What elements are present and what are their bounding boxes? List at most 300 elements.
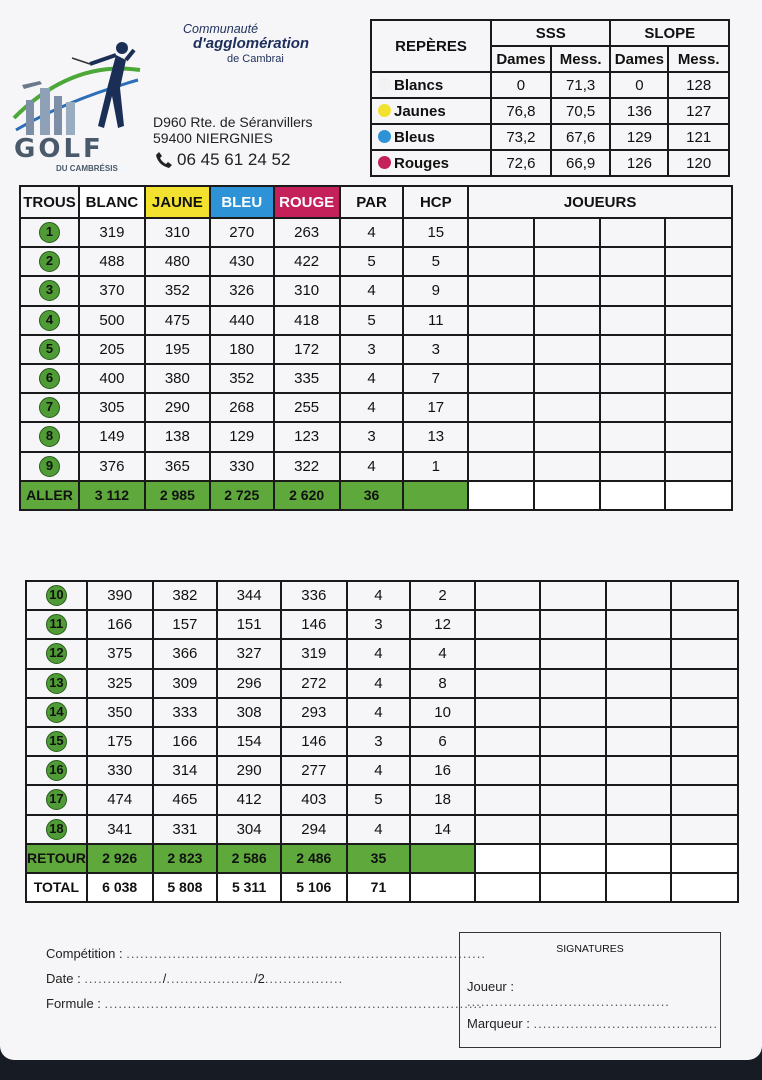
hole-jaune: 310: [145, 218, 210, 247]
hole-bleu: 326: [210, 276, 274, 305]
marqueur-label: Marqueur :: [467, 1016, 530, 1031]
player-score-cell[interactable]: [606, 727, 672, 756]
hole-par: 5: [340, 247, 404, 276]
repere-sss-mess: 66,9: [551, 150, 611, 176]
player-score-cell[interactable]: [671, 698, 738, 727]
hole-hcp: 12: [410, 610, 475, 639]
player-score-cell[interactable]: [671, 785, 738, 814]
hole-par: 4: [347, 581, 411, 610]
hole-blanc: 474: [87, 785, 153, 814]
hole-rouge: 272: [281, 669, 347, 698]
hole-cell: [26, 610, 87, 639]
player-total-cell[interactable]: [606, 844, 672, 873]
player-total-cell[interactable]: [606, 873, 672, 902]
hole-hcp: 3: [403, 335, 468, 364]
player-score-cell[interactable]: [534, 452, 600, 481]
hole-jaune: 309: [153, 669, 218, 698]
hole-blanc: 341: [87, 815, 153, 844]
hole-rouge: 293: [281, 698, 347, 727]
player-score-cell[interactable]: [665, 422, 732, 451]
golf-logo-text: GOLF: [14, 134, 104, 164]
slope-dames-header: Dames: [610, 46, 668, 72]
hole-blanc: 205: [79, 335, 145, 364]
hole-blanc: 500: [79, 306, 145, 335]
col-joueurs: JOUEURS: [468, 186, 732, 218]
player-score-cell[interactable]: [468, 335, 534, 364]
color-dot-icon: [378, 130, 391, 143]
hole-blanc: 319: [79, 218, 145, 247]
player-score-cell[interactable]: [671, 727, 738, 756]
hole-par: 4: [340, 276, 404, 305]
player-score-cell[interactable]: [534, 276, 600, 305]
hole-row: [26, 581, 738, 610]
hole-jaune: 333: [153, 698, 218, 727]
player-score-cell[interactable]: [606, 669, 672, 698]
hole-par: 4: [340, 364, 404, 393]
player-score-cell[interactable]: [671, 610, 738, 639]
hole-row: [20, 452, 732, 481]
hole-jaune: 352: [145, 276, 210, 305]
agglo-line-2: d'agglomération: [193, 35, 310, 52]
hole-rouge: 422: [274, 247, 340, 276]
repere-sss-dames: 76,8: [491, 98, 551, 124]
hole-par: 4: [347, 669, 411, 698]
player-score-cell[interactable]: [671, 669, 738, 698]
joueur-label: Joueur :: [467, 979, 514, 994]
hole-par: 3: [340, 422, 404, 451]
hole-cell: [20, 335, 79, 364]
phone-number-text: 06 45 61 24 52: [177, 150, 291, 169]
hole-cell: [20, 364, 79, 393]
hole-rouge: 277: [281, 756, 347, 785]
hole-blanc: 305: [79, 393, 145, 422]
slope-header: SLOPE: [610, 20, 729, 46]
date-label: Date :: [46, 971, 81, 986]
player-score-cell[interactable]: [540, 698, 606, 727]
player-score-cell[interactable]: [606, 639, 672, 668]
player-score-cell[interactable]: [665, 452, 732, 481]
player-score-cell[interactable]: [665, 335, 732, 364]
player-score-cell[interactable]: [665, 218, 732, 247]
repere-label: Blancs: [394, 76, 444, 94]
hole-bleu: 268: [210, 393, 274, 422]
hole-number-badge: 12: [46, 643, 67, 664]
hole-rouge: 263: [274, 218, 340, 247]
signatures-title: SIGNATURES: [556, 943, 624, 955]
retour-rouge: 2 486: [281, 844, 347, 873]
sss-dames-header: Dames: [491, 46, 551, 72]
repere-sss-dames: 72,6: [491, 150, 551, 176]
hole-bleu: 290: [217, 756, 281, 785]
hole-number-badge: 17: [46, 789, 67, 810]
reperes-row: [371, 150, 729, 176]
hole-blanc: 375: [87, 639, 153, 668]
player-score-cell[interactable]: [540, 669, 606, 698]
repere-slope-dames: 126: [610, 150, 668, 176]
player-score-cell[interactable]: [606, 610, 672, 639]
hole-par: 4: [340, 218, 404, 247]
total-blanc: 6 038: [87, 873, 153, 902]
player-score-cell[interactable]: [665, 364, 732, 393]
player-score-cell[interactable]: [600, 452, 666, 481]
hole-rouge: 319: [281, 639, 347, 668]
player-score-cell[interactable]: [534, 306, 600, 335]
player-score-cell[interactable]: [475, 815, 541, 844]
hole-bleu: 304: [217, 815, 281, 844]
hole-hcp: 2: [410, 581, 475, 610]
hole-bleu: 352: [210, 364, 274, 393]
aller-jaune: 2 985: [145, 481, 210, 510]
hole-hcp: 14: [410, 815, 475, 844]
retour-par: 35: [347, 844, 411, 873]
hole-bleu: 327: [217, 639, 281, 668]
hole-bleu: 308: [217, 698, 281, 727]
hole-row: [20, 335, 732, 364]
hole-bleu: 430: [210, 247, 274, 276]
player-score-cell[interactable]: [540, 581, 606, 610]
col-blanc: BLANC: [79, 186, 145, 218]
player-score-cell[interactable]: [475, 756, 541, 785]
hole-number-badge: 2: [39, 251, 60, 272]
hole-number-badge: 1: [39, 222, 60, 243]
hole-par: 3: [347, 610, 411, 639]
date-field[interactable]: Date : ................./.................../2.................: [46, 971, 344, 986]
player-score-cell[interactable]: [468, 306, 534, 335]
player-score-cell[interactable]: [534, 422, 600, 451]
hole-hcp: 17: [403, 393, 468, 422]
total-hcp-empty: [410, 873, 475, 902]
hole-bleu: 154: [217, 727, 281, 756]
back-nine-table: [25, 580, 739, 903]
phone-icon: [155, 151, 173, 169]
player-total-cell[interactable]: [468, 481, 534, 510]
hole-hcp: 6: [410, 727, 475, 756]
hole-rouge: 146: [281, 727, 347, 756]
marqueur-signature-field[interactable]: Marqueur : ........................................: [467, 1016, 718, 1031]
hole-jaune: 365: [145, 452, 210, 481]
repere-slope-mess: 128: [668, 72, 729, 98]
hole-cell: [26, 785, 87, 814]
repere-label: Rouges: [394, 154, 450, 172]
player-score-cell[interactable]: [468, 276, 534, 305]
repere-slope-mess: 127: [668, 98, 729, 124]
joueur-signature-field[interactable]: Joueur : ............................................: [467, 979, 670, 1009]
hole-hcp: 15: [403, 218, 468, 247]
total-jaune: 5 808: [153, 873, 218, 902]
hole-bleu: 151: [217, 610, 281, 639]
sss-mess-header: Mess.: [551, 46, 611, 72]
player-total-cell[interactable]: [475, 873, 541, 902]
total-total-row: [26, 873, 738, 902]
player-score-cell[interactable]: [671, 639, 738, 668]
hole-blanc: 370: [79, 276, 145, 305]
player-score-cell[interactable]: [600, 335, 666, 364]
player-score-cell[interactable]: [665, 247, 732, 276]
player-score-cell[interactable]: [600, 247, 666, 276]
player-score-cell[interactable]: [534, 335, 600, 364]
aller-bleu: 2 725: [210, 481, 274, 510]
hole-hcp: 9: [403, 276, 468, 305]
repere-slope-dames: 0: [610, 72, 668, 98]
hole-hcp: 18: [410, 785, 475, 814]
player-score-cell[interactable]: [600, 422, 666, 451]
repere-slope-mess: 120: [668, 150, 729, 176]
hole-rouge: 336: [281, 581, 347, 610]
player-score-cell[interactable]: [540, 610, 606, 639]
hole-par: 3: [340, 335, 404, 364]
hole-bleu: 412: [217, 785, 281, 814]
total-bleu: 5 311: [217, 873, 281, 902]
hole-cell: [26, 581, 87, 610]
player-total-cell[interactable]: [671, 844, 738, 873]
hole-par: 4: [340, 452, 404, 481]
retour-hcp-empty: [410, 844, 475, 873]
player-score-cell[interactable]: [540, 756, 606, 785]
hole-row: [20, 306, 732, 335]
player-score-cell[interactable]: [534, 247, 600, 276]
signatures-box: [459, 932, 721, 1048]
player-score-cell[interactable]: [468, 218, 534, 247]
hole-hcp: 7: [403, 364, 468, 393]
hole-jaune: 380: [145, 364, 210, 393]
hole-jaune: 314: [153, 756, 218, 785]
hole-rouge: 418: [274, 306, 340, 335]
hole-number-badge: 15: [46, 731, 67, 752]
color-dot-icon: [378, 104, 391, 117]
hole-row: [20, 364, 732, 393]
repere-sss-mess: 70,5: [551, 98, 611, 124]
col-trous: TROUS: [20, 186, 79, 218]
player-score-cell[interactable]: [671, 815, 738, 844]
player-score-cell[interactable]: [665, 276, 732, 305]
player-total-cell[interactable]: [671, 873, 738, 902]
address-line-1: D960 Rte. de Séranvillers: [153, 114, 313, 130]
player-score-cell[interactable]: [600, 364, 666, 393]
player-score-cell[interactable]: [600, 306, 666, 335]
hole-number-badge: 4: [39, 310, 60, 331]
hole-par: 5: [347, 785, 411, 814]
hole-jaune: 138: [145, 422, 210, 451]
hole-row: [26, 815, 738, 844]
hole-blanc: 175: [87, 727, 153, 756]
hole-row: [26, 669, 738, 698]
date-sep-1: /: [162, 971, 167, 986]
player-score-cell[interactable]: [534, 218, 600, 247]
player-score-cell[interactable]: [475, 610, 541, 639]
hole-hcp: 11: [403, 306, 468, 335]
player-total-cell[interactable]: [600, 481, 666, 510]
hole-blanc: 149: [79, 422, 145, 451]
repere-sss-mess: 67,6: [551, 124, 611, 150]
hole-jaune: 290: [145, 393, 210, 422]
retour-jaune: 2 823: [153, 844, 218, 873]
date-sep-2: /2: [253, 971, 265, 986]
hole-rouge: 294: [281, 815, 347, 844]
hole-hcp: 16: [410, 756, 475, 785]
hole-row: [20, 218, 732, 247]
player-score-cell[interactable]: [468, 452, 534, 481]
total-label: TOTAL: [26, 873, 87, 902]
repere-name: [371, 124, 491, 150]
hole-number-badge: 13: [46, 673, 67, 694]
player-score-cell[interactable]: [606, 756, 672, 785]
aller-label: ALLER: [20, 481, 79, 510]
hole-par: 3: [347, 727, 411, 756]
hole-cell: [26, 639, 87, 668]
player-score-cell[interactable]: [534, 393, 600, 422]
player-score-cell[interactable]: [475, 639, 541, 668]
hole-hcp: 10: [410, 698, 475, 727]
player-score-cell[interactable]: [600, 276, 666, 305]
address-line-2: 59400 NIERGNIES: [153, 130, 273, 146]
hole-hcp: 1: [403, 452, 468, 481]
player-score-cell[interactable]: [475, 727, 541, 756]
golf-logo-subtitle: DU CAMBRÉSIS: [56, 164, 118, 173]
player-score-cell[interactable]: [540, 727, 606, 756]
hole-number-badge: 10: [46, 585, 67, 606]
player-score-cell[interactable]: [671, 756, 738, 785]
player-score-cell[interactable]: [671, 581, 738, 610]
player-score-cell[interactable]: [606, 581, 672, 610]
hole-number-badge: 14: [46, 702, 67, 723]
formule-label: Formule :: [46, 996, 101, 1011]
reperes-row: [371, 72, 729, 98]
hole-row: [26, 727, 738, 756]
repere-name: [371, 150, 491, 176]
hole-jaune: 475: [145, 306, 210, 335]
repere-sss-dames: 73,2: [491, 124, 551, 150]
player-score-cell[interactable]: [665, 393, 732, 422]
hole-cell: [26, 698, 87, 727]
player-score-cell[interactable]: [475, 581, 541, 610]
competition-label: Compétition :: [46, 946, 123, 961]
hole-rouge: 123: [274, 422, 340, 451]
hole-cell: [26, 756, 87, 785]
hole-rouge: 255: [274, 393, 340, 422]
hole-number-badge: 11: [46, 614, 67, 635]
player-score-cell[interactable]: [468, 247, 534, 276]
hole-number-badge: 9: [39, 456, 60, 477]
hole-cell: [26, 669, 87, 698]
hole-par: 4: [340, 393, 404, 422]
color-dot-icon: [378, 156, 391, 169]
hole-row: [26, 610, 738, 639]
hole-row: [20, 247, 732, 276]
player-score-cell[interactable]: [600, 218, 666, 247]
hole-bleu: 129: [210, 422, 274, 451]
player-score-cell[interactable]: [665, 306, 732, 335]
player-score-cell[interactable]: [540, 815, 606, 844]
phone-number[interactable]: [155, 150, 290, 170]
hole-par: 4: [347, 698, 411, 727]
hole-hcp: 13: [403, 422, 468, 451]
player-total-cell[interactable]: [540, 844, 606, 873]
hole-par: 4: [347, 815, 411, 844]
hole-jaune: 331: [153, 815, 218, 844]
player-total-cell[interactable]: [540, 873, 606, 902]
hole-bleu: 344: [217, 581, 281, 610]
col-hcp: HCP: [403, 186, 468, 218]
hole-bleu: 440: [210, 306, 274, 335]
hole-blanc: 390: [87, 581, 153, 610]
hole-par: 4: [347, 639, 411, 668]
player-score-cell[interactable]: [540, 639, 606, 668]
agglo-line-1: Communauté: [183, 22, 259, 36]
hole-blanc: 376: [79, 452, 145, 481]
hole-blanc: 350: [87, 698, 153, 727]
player-score-cell[interactable]: [475, 785, 541, 814]
hole-cell: [20, 452, 79, 481]
player-score-cell[interactable]: [606, 815, 672, 844]
repere-slope-dames: 136: [610, 98, 668, 124]
hole-rouge: 335: [274, 364, 340, 393]
hole-row: [26, 698, 738, 727]
col-par: PAR: [340, 186, 404, 218]
hole-hcp: 5: [403, 247, 468, 276]
player-total-cell[interactable]: [665, 481, 732, 510]
col-bleu: BLEU: [210, 186, 274, 218]
col-rouge: ROUGE: [274, 186, 340, 218]
player-score-cell[interactable]: [606, 785, 672, 814]
repere-sss-mess: 71,3: [551, 72, 611, 98]
reperes-table: [370, 19, 730, 177]
player-score-cell[interactable]: [600, 393, 666, 422]
aller-par: 36: [340, 481, 404, 510]
repere-label: Bleus: [394, 128, 435, 146]
hole-row: [26, 785, 738, 814]
hole-cell: [20, 247, 79, 276]
repere-slope-dames: 129: [610, 124, 668, 150]
agglo-line-3: de Cambrai: [227, 53, 284, 65]
hole-blanc: 325: [87, 669, 153, 698]
hole-jaune: 465: [153, 785, 218, 814]
player-score-cell[interactable]: [468, 422, 534, 451]
hole-jaune: 157: [153, 610, 218, 639]
player-score-cell[interactable]: [606, 698, 672, 727]
aller-blanc: 3 112: [79, 481, 145, 510]
player-score-cell[interactable]: [540, 785, 606, 814]
color-dot-icon: [378, 78, 391, 91]
total-rouge: 5 106: [281, 873, 347, 902]
repere-sss-dames: 0: [491, 72, 551, 98]
player-total-cell[interactable]: [475, 844, 541, 873]
hole-blanc: 330: [87, 756, 153, 785]
hole-bleu: 270: [210, 218, 274, 247]
hole-jaune: 366: [153, 639, 218, 668]
player-total-cell[interactable]: [534, 481, 600, 510]
player-score-cell[interactable]: [475, 698, 541, 727]
competition-field[interactable]: Compétition : ..............................................................................: [46, 946, 486, 961]
player-score-cell[interactable]: [534, 364, 600, 393]
hole-hcp: 8: [410, 669, 475, 698]
formule-field[interactable]: Formule : ..................................................................................: [46, 996, 483, 1011]
retour-label: RETOUR: [26, 844, 87, 873]
hole-jaune: 382: [153, 581, 218, 610]
player-score-cell[interactable]: [475, 669, 541, 698]
reperes-row: [371, 124, 729, 150]
hole-cell: [26, 815, 87, 844]
hole-number-badge: 18: [46, 819, 67, 840]
reperes-header: REPÈRES: [371, 20, 491, 72]
hole-cell: [20, 306, 79, 335]
player-score-cell[interactable]: [468, 393, 534, 422]
hole-rouge: 322: [274, 452, 340, 481]
repere-slope-mess: 121: [668, 124, 729, 150]
hole-blanc: 400: [79, 364, 145, 393]
hole-row: [20, 393, 732, 422]
hole-row: [20, 422, 732, 451]
player-score-cell[interactable]: [468, 364, 534, 393]
